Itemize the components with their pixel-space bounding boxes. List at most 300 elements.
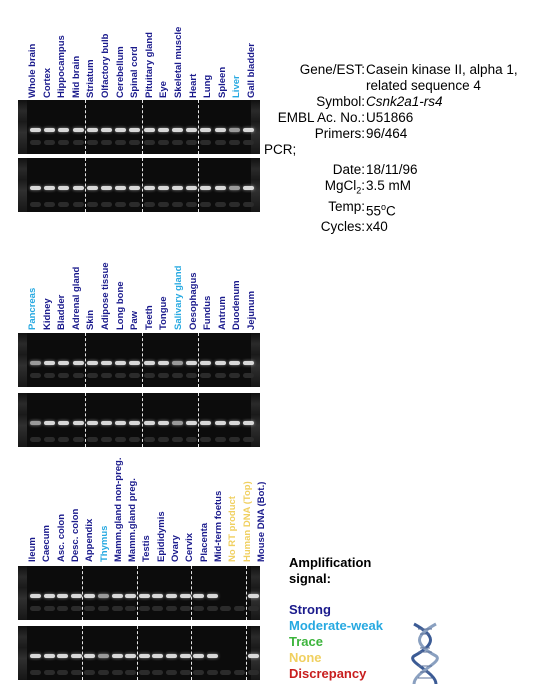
gel-smear bbox=[243, 437, 254, 442]
gel-band bbox=[125, 654, 136, 658]
gel-band bbox=[44, 128, 55, 132]
gel-smear bbox=[144, 202, 155, 207]
gel-smear bbox=[44, 373, 55, 378]
lane-group-divider bbox=[191, 566, 192, 620]
gel-band bbox=[200, 361, 211, 365]
gel-band bbox=[172, 361, 183, 365]
lane-label: Tongue bbox=[158, 296, 170, 330]
gel-smear bbox=[172, 202, 183, 207]
ladder-lane bbox=[18, 158, 27, 212]
gel-smear bbox=[243, 140, 254, 145]
gel-smear bbox=[243, 373, 254, 378]
gel-smear bbox=[200, 373, 211, 378]
lane-label: Jejunum bbox=[246, 290, 257, 330]
gel-smear bbox=[207, 670, 218, 675]
lane-label: Caecum bbox=[41, 525, 53, 562]
gel-band bbox=[158, 421, 169, 425]
gel-smear bbox=[73, 437, 84, 442]
gel-band bbox=[193, 594, 204, 598]
gel-band bbox=[87, 361, 98, 365]
gel-smear bbox=[207, 606, 218, 611]
gel-smear bbox=[115, 437, 126, 442]
gel-band bbox=[215, 421, 226, 425]
dna-helix-icon bbox=[408, 622, 442, 686]
symbol-value: Csnk2a1-rs4 bbox=[366, 94, 443, 109]
lane-label: Antrum bbox=[216, 296, 228, 330]
gel-smear bbox=[98, 670, 109, 675]
gel-smear bbox=[144, 140, 155, 145]
gel-smear bbox=[44, 606, 55, 611]
lane-group-divider bbox=[85, 100, 86, 154]
primers-value: 96/464 bbox=[366, 126, 408, 141]
lane-group-divider bbox=[137, 626, 138, 680]
gel-smear bbox=[30, 373, 41, 378]
date-value: 18/11/96 bbox=[366, 162, 418, 177]
lane-label: Placenta bbox=[198, 522, 210, 562]
gel-smear bbox=[115, 373, 126, 378]
gel-smear bbox=[30, 202, 41, 207]
lane-group-divider bbox=[142, 333, 143, 387]
gel-band bbox=[180, 654, 191, 658]
lane-label: Pituitary gland bbox=[143, 32, 155, 98]
lane-group-divider bbox=[198, 158, 199, 212]
gel-band bbox=[229, 186, 240, 190]
gel-smear bbox=[158, 140, 169, 145]
gel-smear bbox=[144, 373, 155, 378]
gel-band bbox=[186, 361, 197, 365]
gel-smear bbox=[125, 670, 136, 675]
gel-smear bbox=[44, 670, 55, 675]
lane-label: Mid-term foetus bbox=[212, 490, 224, 562]
gel-smear bbox=[112, 606, 123, 611]
gel-smear bbox=[180, 606, 191, 611]
gel-band bbox=[57, 654, 68, 658]
gel-smear bbox=[172, 437, 183, 442]
ladder-lane bbox=[251, 333, 260, 387]
lane-label: Oesophagus bbox=[187, 272, 199, 330]
gel-smear bbox=[139, 670, 150, 675]
lane-label: Mouse DNA (Bot.) bbox=[255, 481, 267, 562]
gel-band bbox=[98, 654, 109, 658]
lane-label: Thymus bbox=[98, 525, 110, 562]
gel-smear bbox=[73, 202, 84, 207]
gel-smear bbox=[58, 202, 69, 207]
ladder-lane bbox=[18, 393, 27, 447]
gel-smear bbox=[73, 373, 84, 378]
gel-smear bbox=[57, 670, 68, 675]
gel-smear bbox=[220, 670, 231, 675]
gel-smear bbox=[248, 606, 259, 611]
ladder-lane bbox=[251, 566, 260, 620]
ladder-lane bbox=[251, 100, 260, 154]
gel-band bbox=[243, 186, 254, 190]
lane-label: Ovary bbox=[170, 535, 181, 562]
gel-band bbox=[101, 421, 112, 425]
mgcl-value: 3.5 mM bbox=[366, 178, 412, 193]
gel-band bbox=[115, 186, 126, 190]
lane-label: Skin bbox=[85, 309, 97, 330]
lane-label: Mamm.gland non-preg. bbox=[112, 457, 124, 562]
gel-band bbox=[58, 128, 69, 132]
gel-band bbox=[207, 594, 218, 598]
gel-smear bbox=[193, 606, 204, 611]
gel-smear bbox=[229, 202, 240, 207]
ladder-lane bbox=[18, 566, 27, 620]
gel-band bbox=[229, 421, 240, 425]
gel-band bbox=[112, 654, 123, 658]
gel-band bbox=[243, 128, 254, 132]
gel-smear bbox=[112, 670, 123, 675]
lane-label: Kidney bbox=[41, 298, 53, 330]
gel-band bbox=[115, 421, 126, 425]
lane-label: Mamm.gland preg. bbox=[127, 478, 139, 562]
gel-smear bbox=[30, 670, 41, 675]
gel-band bbox=[166, 654, 177, 658]
gel-smear bbox=[58, 140, 69, 145]
gel-smear bbox=[101, 202, 112, 207]
gel-smear bbox=[172, 373, 183, 378]
lane-label: Human DNA (Top) bbox=[241, 481, 253, 562]
gel-band bbox=[30, 361, 41, 365]
lane-group-divider bbox=[85, 333, 86, 387]
gel-band bbox=[158, 361, 169, 365]
gel-smear bbox=[229, 437, 240, 442]
lane-label: Salivary gland bbox=[173, 265, 184, 330]
primers-label: Primers: bbox=[314, 126, 365, 141]
lane-label: Appendix bbox=[84, 518, 96, 562]
gel-band bbox=[158, 128, 169, 132]
gel-band bbox=[30, 128, 41, 132]
gel-band bbox=[58, 361, 69, 365]
gel-band bbox=[71, 654, 82, 658]
gel-image-panel-2-bottom bbox=[18, 393, 260, 447]
gel-smear bbox=[73, 140, 84, 145]
lane-group-divider bbox=[246, 566, 247, 620]
lane-label: Skeletal muscle bbox=[173, 26, 184, 98]
gel-smear bbox=[144, 437, 155, 442]
gel-smear bbox=[58, 437, 69, 442]
gel-band bbox=[186, 128, 197, 132]
lane-label: Spleen bbox=[216, 66, 228, 98]
gel-band bbox=[144, 421, 155, 425]
gel-smear bbox=[87, 140, 98, 145]
gel-band bbox=[58, 186, 69, 190]
lane-labels-panel-1 bbox=[0, 8, 270, 98]
gel-smear bbox=[115, 140, 126, 145]
gel-smear bbox=[58, 373, 69, 378]
lane-label: Paw bbox=[129, 310, 141, 330]
gel-smear bbox=[229, 373, 240, 378]
gel-band bbox=[125, 594, 136, 598]
lane-label: Epididymis bbox=[155, 511, 167, 562]
gel-smear bbox=[30, 606, 41, 611]
lane-label: Adrenal gland bbox=[70, 266, 82, 330]
lane-label: Gall bladder bbox=[246, 43, 257, 98]
lane-group-divider bbox=[198, 393, 199, 447]
gel-band bbox=[73, 186, 84, 190]
lane-label: Olfactory bulb bbox=[100, 33, 111, 98]
gel-band bbox=[139, 654, 150, 658]
gel-band bbox=[129, 186, 140, 190]
gel-band bbox=[243, 361, 254, 365]
gel-band bbox=[30, 421, 41, 425]
gel-band bbox=[44, 361, 55, 365]
lane-label: Mid brain bbox=[70, 55, 82, 98]
gel-smear bbox=[71, 606, 82, 611]
gel-smear bbox=[125, 606, 136, 611]
gel-smear bbox=[215, 373, 226, 378]
gel-band bbox=[180, 594, 191, 598]
gel-smear bbox=[186, 373, 197, 378]
gel-smear bbox=[84, 670, 95, 675]
gel-smear bbox=[44, 202, 55, 207]
lane-group-divider bbox=[142, 158, 143, 212]
legend-title: Amplification bbox=[289, 555, 372, 570]
legend-moderate-weak: Moderate-weak bbox=[289, 618, 383, 633]
gel-smear bbox=[87, 202, 98, 207]
gel-smear bbox=[200, 202, 211, 207]
gel-band bbox=[207, 654, 218, 658]
lane-group-divider bbox=[191, 626, 192, 680]
gene-value-cont: related sequence 4 bbox=[366, 78, 481, 93]
gel-band bbox=[166, 594, 177, 598]
gel-band bbox=[215, 128, 226, 132]
gel-smear bbox=[129, 373, 140, 378]
gel-smear bbox=[215, 202, 226, 207]
gel-smear bbox=[186, 437, 197, 442]
gel-band bbox=[229, 361, 240, 365]
gene-label: Gene/EST: bbox=[299, 62, 365, 77]
gel-smear bbox=[166, 670, 177, 675]
gel-image-panel-2-top bbox=[18, 333, 260, 387]
gel-smear bbox=[186, 140, 197, 145]
gel-band bbox=[144, 186, 155, 190]
gel-smear bbox=[158, 202, 169, 207]
gel-band bbox=[84, 654, 95, 658]
gel-band bbox=[186, 186, 197, 190]
gel-smear bbox=[158, 373, 169, 378]
gel-smear bbox=[180, 670, 191, 675]
lane-group-divider bbox=[142, 100, 143, 154]
gel-smear bbox=[193, 670, 204, 675]
gel-band bbox=[215, 186, 226, 190]
gel-band bbox=[193, 654, 204, 658]
legend-strong: Strong bbox=[289, 602, 331, 617]
gel-band bbox=[58, 421, 69, 425]
gel-band bbox=[98, 594, 109, 598]
gel-band bbox=[84, 594, 95, 598]
gel-band bbox=[152, 654, 163, 658]
gel-smear bbox=[248, 670, 259, 675]
lane-label: Whole brain bbox=[27, 43, 38, 98]
lane-group-divider bbox=[82, 566, 83, 620]
gel-band bbox=[215, 361, 226, 365]
lane-label: Cerebellum bbox=[114, 46, 126, 98]
gel-smear bbox=[101, 140, 112, 145]
symbol-label: Symbol: bbox=[316, 94, 365, 109]
gene-value: Casein kinase II, alpha 1, bbox=[366, 62, 518, 77]
gel-band bbox=[115, 361, 126, 365]
legend-title-cont: signal: bbox=[289, 571, 331, 586]
gel-band bbox=[139, 594, 150, 598]
lane-label: Duodenum bbox=[231, 280, 243, 330]
gel-smear bbox=[234, 606, 245, 611]
ladder-lane bbox=[18, 333, 27, 387]
pcr-label: PCR; bbox=[264, 142, 297, 157]
lane-group-divider bbox=[198, 333, 199, 387]
gel-band bbox=[200, 186, 211, 190]
legend-none: None bbox=[289, 650, 322, 665]
lane-group-divider bbox=[137, 566, 138, 620]
gel-band bbox=[71, 594, 82, 598]
lane-label: Desc. colon bbox=[69, 508, 81, 562]
gel-image-panel-3-bottom bbox=[18, 626, 260, 680]
gel-smear bbox=[158, 437, 169, 442]
mgcl-label: MgCl$_2$: bbox=[324, 178, 365, 196]
gel-smear bbox=[152, 606, 163, 611]
legend-trace: Trace bbox=[289, 634, 323, 649]
gel-smear bbox=[200, 140, 211, 145]
gel-band bbox=[186, 421, 197, 425]
gel-band bbox=[172, 421, 183, 425]
lane-group-divider bbox=[142, 393, 143, 447]
experiment-info bbox=[264, 62, 518, 235]
ladder-lane bbox=[18, 100, 27, 154]
gel-smear bbox=[44, 140, 55, 145]
gel-band bbox=[87, 421, 98, 425]
cycles-label: Cycles: bbox=[320, 219, 365, 235]
gel-smear bbox=[129, 202, 140, 207]
gel-band bbox=[144, 361, 155, 365]
lane-group-divider bbox=[246, 626, 247, 680]
gel-band bbox=[200, 421, 211, 425]
ladder-lane bbox=[18, 626, 27, 680]
gel-band bbox=[152, 594, 163, 598]
gel-smear bbox=[98, 606, 109, 611]
gel-smear bbox=[172, 140, 183, 145]
gel-smear bbox=[87, 437, 98, 442]
amplification-legend bbox=[289, 555, 383, 682]
lane-label: Fundus bbox=[202, 295, 214, 330]
gel-band bbox=[129, 421, 140, 425]
gel-band bbox=[112, 594, 123, 598]
lane-group-divider bbox=[85, 393, 86, 447]
gel-band bbox=[243, 421, 254, 425]
gel-smear bbox=[57, 606, 68, 611]
lane-label: Eye bbox=[158, 81, 170, 98]
gel-band bbox=[129, 361, 140, 365]
lane-label: Long bone bbox=[114, 281, 126, 330]
gel-band bbox=[101, 186, 112, 190]
gel-smear bbox=[44, 437, 55, 442]
gel-band bbox=[87, 186, 98, 190]
temp-label: Temp: bbox=[328, 198, 365, 214]
gel-band bbox=[30, 654, 41, 658]
gel-smear bbox=[30, 437, 41, 442]
gel-smear bbox=[220, 606, 231, 611]
gel-band bbox=[87, 128, 98, 132]
gel-smear bbox=[87, 373, 98, 378]
cycles-value: x40 bbox=[366, 219, 388, 235]
gel-band bbox=[73, 128, 84, 132]
gel-band bbox=[101, 361, 112, 365]
lane-label: Lung bbox=[202, 74, 214, 98]
embl-value: U51866 bbox=[366, 110, 414, 125]
gel-image-panel-3-top bbox=[18, 566, 260, 620]
gel-smear bbox=[234, 670, 245, 675]
lane-label: Cortex bbox=[41, 67, 53, 98]
gel-image-panel-1-bottom bbox=[18, 158, 260, 212]
lane-label: Teeth bbox=[143, 305, 155, 330]
gel-band bbox=[44, 594, 55, 598]
lane-label: Heart bbox=[187, 73, 199, 98]
gel-band bbox=[30, 594, 41, 598]
gel-smear bbox=[84, 606, 95, 611]
gel-smear bbox=[152, 670, 163, 675]
gel-band bbox=[115, 128, 126, 132]
gel-band bbox=[73, 361, 84, 365]
lane-label: Striatum bbox=[85, 59, 97, 98]
gel-band bbox=[44, 654, 55, 658]
lane-label: Liver bbox=[231, 75, 243, 98]
gel-smear bbox=[243, 202, 254, 207]
gel-image-panel-1-top bbox=[18, 100, 260, 154]
gel-band bbox=[30, 186, 41, 190]
gel-smear bbox=[215, 140, 226, 145]
gel-band bbox=[248, 594, 259, 598]
embl-label: EMBL Ac. No.: bbox=[277, 110, 365, 125]
lane-label: No RT product bbox=[227, 496, 239, 562]
gel-band bbox=[229, 128, 240, 132]
date-label: Date: bbox=[332, 162, 365, 177]
legend-discrepancy: Discrepancy bbox=[289, 666, 367, 681]
gel-band bbox=[200, 128, 211, 132]
lane-labels-panel-3 bbox=[0, 457, 275, 562]
gel-smear bbox=[186, 202, 197, 207]
lane-group-divider bbox=[85, 158, 86, 212]
gel-smear bbox=[139, 606, 150, 611]
gel-band bbox=[57, 594, 68, 598]
lane-label: Cervix bbox=[184, 532, 196, 562]
gel-band bbox=[172, 186, 183, 190]
gel-smear bbox=[215, 437, 226, 442]
lane-label: Pancreas bbox=[27, 287, 38, 330]
gel-smear bbox=[129, 437, 140, 442]
gel-band bbox=[158, 186, 169, 190]
gel-band bbox=[73, 421, 84, 425]
gel-smear bbox=[30, 140, 41, 145]
gel-smear bbox=[71, 670, 82, 675]
gel-smear bbox=[129, 140, 140, 145]
lane-label: Ileum bbox=[27, 537, 38, 562]
gel-smear bbox=[229, 140, 240, 145]
gel-band bbox=[44, 186, 55, 190]
gel-band bbox=[248, 654, 259, 658]
gel-band bbox=[144, 128, 155, 132]
lane-group-divider bbox=[198, 100, 199, 154]
lane-label: Bladder bbox=[56, 294, 68, 330]
lane-labels-panel-2 bbox=[0, 240, 270, 330]
gel-smear bbox=[101, 373, 112, 378]
gel-band bbox=[172, 128, 183, 132]
temp-value: 55$^o$C bbox=[366, 201, 396, 219]
lane-label: Asc. colon bbox=[55, 513, 67, 562]
gel-band bbox=[44, 421, 55, 425]
gel-band bbox=[129, 128, 140, 132]
lane-label: Testis bbox=[141, 535, 153, 562]
lane-label: Spinal cord bbox=[129, 46, 141, 98]
lane-label: Hippocampus bbox=[56, 35, 68, 98]
